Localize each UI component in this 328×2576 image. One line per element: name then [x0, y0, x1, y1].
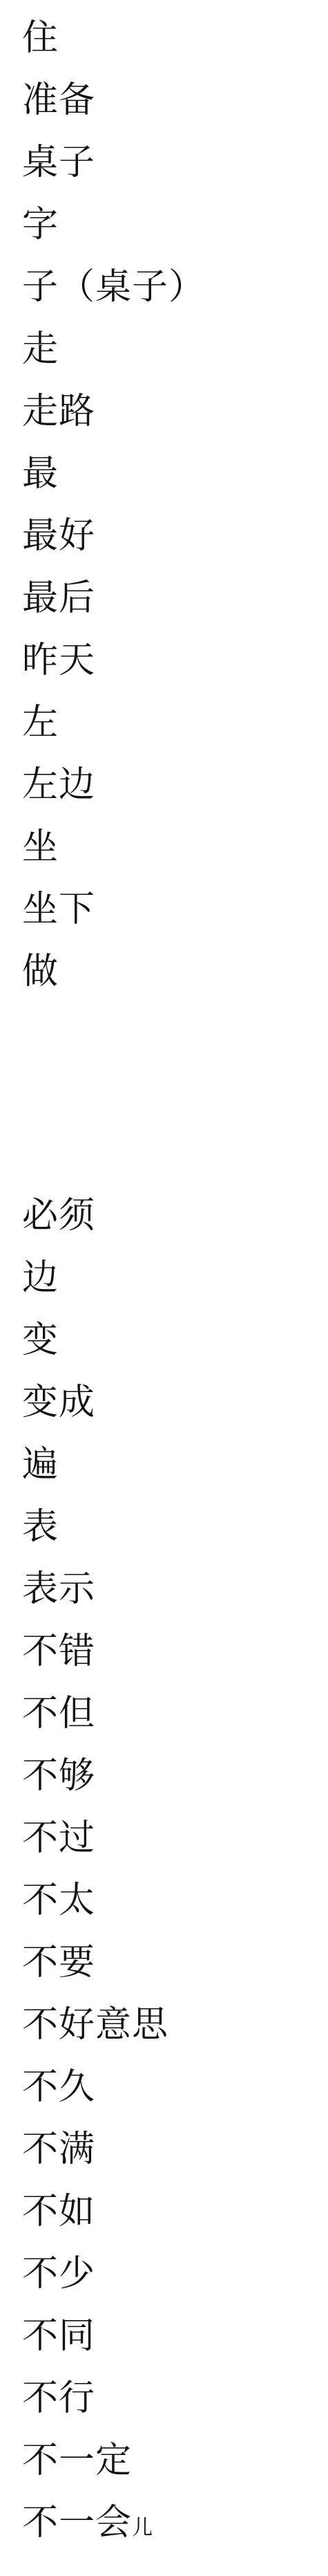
list-item: 走路: [22, 391, 96, 432]
list-item: 表: [22, 1506, 59, 1548]
list-item: 不久: [22, 2066, 96, 2108]
list-item: 最后: [22, 577, 96, 619]
list-item: 不好意思: [22, 2004, 169, 2046]
list-item: 不满: [22, 2129, 96, 2170]
list-item: 左: [22, 702, 59, 743]
list-item: 走: [22, 328, 59, 370]
list-item: 不过: [22, 1817, 96, 1859]
word-list-section-2: [22, 1189, 168, 2559]
list-item: 必须: [22, 1195, 96, 1236]
list-item: 准备: [22, 80, 96, 121]
list-item: 桌子: [22, 142, 96, 183]
list-item: 表示: [22, 1568, 96, 1610]
list-item: 变成: [22, 1382, 96, 1423]
list-item: 不够: [22, 1755, 96, 1797]
list-item: 左边: [22, 764, 96, 806]
list-item: 不行: [22, 2378, 96, 2419]
list-item-last: [22, 2496, 168, 2559]
erhua-suffix: 儿: [132, 2516, 154, 2540]
list-item: 最: [22, 453, 59, 494]
list-item: 不太: [22, 1880, 96, 1921]
list-item: 不但: [22, 1693, 96, 1734]
list-item: 昨天: [22, 640, 96, 681]
list-item: 不如: [22, 2191, 96, 2232]
list-item: 字: [22, 204, 59, 245]
list-item: 子（桌子）: [22, 266, 206, 308]
list-item: 遍: [22, 1444, 59, 1485]
list-item: 边: [22, 1257, 59, 1299]
list-item: 不要: [22, 1942, 96, 1983]
list-item: 不一定: [22, 2440, 133, 2481]
word-list-section-1: [22, 12, 205, 1008]
word-main: 不一会: [22, 2502, 133, 2543]
list-item: 不错: [22, 1631, 96, 1672]
list-item: 变: [22, 1319, 59, 1361]
list-item: 坐下: [22, 889, 96, 930]
list-item: 不少: [22, 2253, 96, 2295]
list-item: 最好: [22, 515, 96, 557]
list-item: 住: [22, 17, 59, 59]
list-item: 做: [22, 951, 59, 992]
list-item: 不同: [22, 2315, 96, 2357]
list-item: 坐: [22, 826, 59, 868]
